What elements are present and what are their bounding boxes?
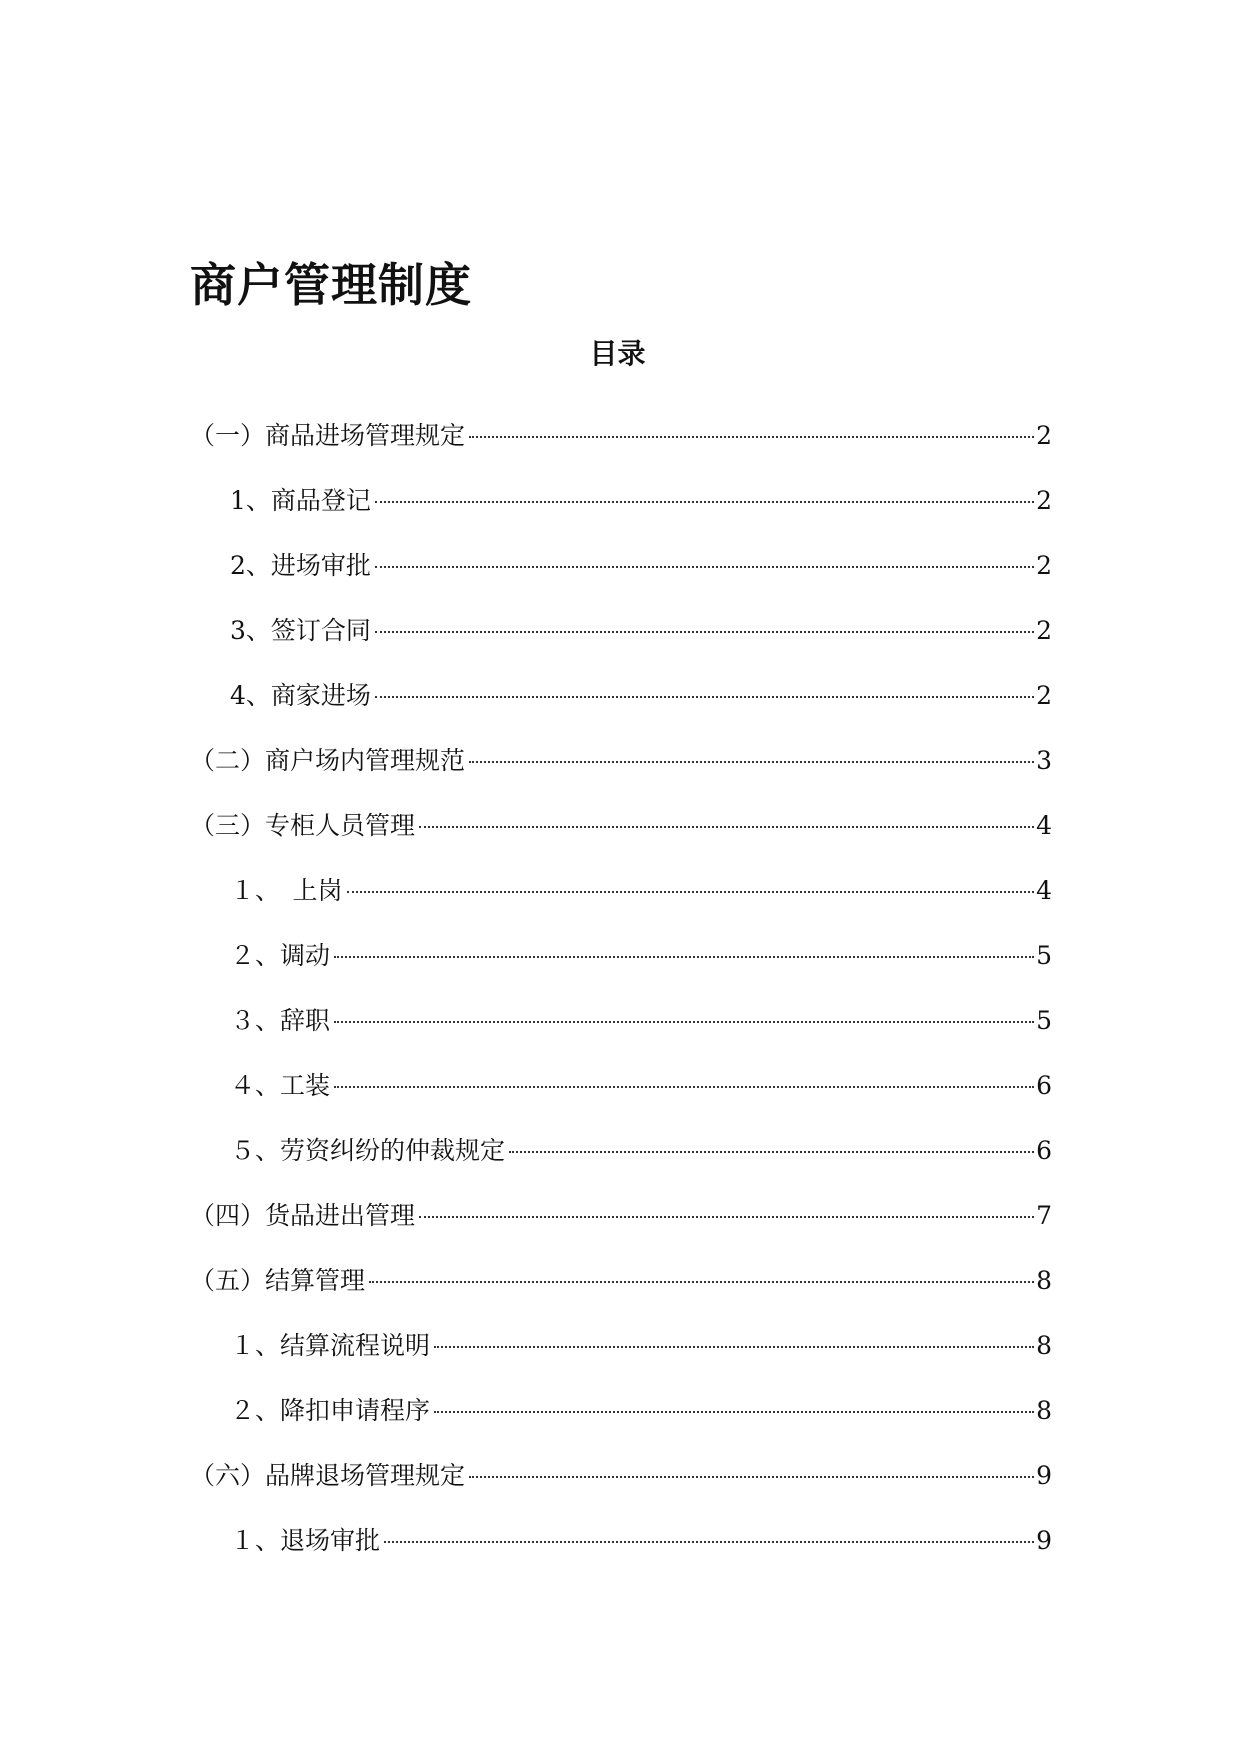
dot-leader (369, 1281, 1034, 1283)
toc-entry[interactable] (190, 1001, 1052, 1066)
toc-entry-label: （四）货品进出管理 (190, 1201, 416, 1230)
toc-entry-label: ２、降扣申请程序 (230, 1396, 431, 1425)
toc-entry-label: １、结算流程说明 (230, 1331, 431, 1360)
dot-leader (434, 1346, 1034, 1348)
toc-entry-label: ２、调动 (230, 941, 331, 970)
toc-entry-page: 8 (1036, 1266, 1052, 1295)
dot-leader (375, 566, 1034, 568)
toc-entry[interactable] (190, 806, 1052, 871)
toc-entry-page: 2 (1036, 486, 1052, 515)
toc-entry-label: ５、劳资纠纷的仲裁规定 (230, 1136, 506, 1165)
toc-entry-label: １、退场审批 (230, 1526, 381, 1555)
toc-entry-page: 5 (1036, 1006, 1052, 1035)
toc-heading-text: 目录 (589, 337, 646, 370)
toc-entry[interactable] (190, 611, 1052, 676)
toc-entry[interactable] (190, 741, 1052, 806)
toc-entry-page: 9 (1036, 1461, 1052, 1490)
toc-entry[interactable] (190, 1391, 1052, 1456)
dot-leader (334, 1021, 1034, 1023)
dot-leader (375, 696, 1034, 698)
toc-entry-page: 2 (1036, 421, 1052, 450)
table-of-contents (190, 416, 1052, 1586)
toc-entry-label: 2、进场审批 (230, 551, 371, 580)
toc-entry-page: 9 (1036, 1526, 1052, 1555)
toc-entry[interactable] (190, 1196, 1052, 1261)
toc-entry[interactable] (190, 481, 1052, 546)
toc-entry-label: １、 上岗 (230, 876, 343, 905)
toc-entry[interactable] (190, 1131, 1052, 1196)
toc-entry[interactable] (190, 676, 1052, 741)
toc-entry-label: （三）专柜人员管理 (190, 811, 416, 840)
toc-entry[interactable] (190, 1066, 1052, 1131)
toc-entry-label: 1、商品登记 (230, 486, 371, 515)
toc-entry-page: 4 (1036, 876, 1052, 905)
toc-entry-page: 2 (1036, 616, 1052, 645)
toc-entry-label: （二）商户场内管理规范 (190, 746, 466, 775)
document-title: 商户管理制度 (190, 258, 472, 312)
dot-leader (469, 1476, 1034, 1478)
dot-leader (347, 891, 1035, 893)
toc-entry[interactable] (190, 1456, 1052, 1521)
toc-entry-page: 4 (1036, 811, 1052, 840)
toc-entry-label: （一）商品进场管理规定 (190, 421, 466, 450)
dot-leader (419, 826, 1034, 828)
dot-leader (419, 1216, 1034, 1218)
dot-leader (434, 1411, 1034, 1413)
dot-leader (375, 631, 1034, 633)
toc-entry-page: 8 (1036, 1331, 1052, 1360)
toc-entry[interactable] (190, 936, 1052, 1001)
toc-entry-label: ３、辞职 (230, 1006, 331, 1035)
toc-entry-page: 6 (1036, 1136, 1052, 1165)
dot-leader (509, 1151, 1034, 1153)
toc-entry[interactable] (190, 1326, 1052, 1391)
toc-entry-label: 4、商家进场 (230, 681, 371, 710)
toc-entry-label: 3、签订合同 (230, 616, 371, 645)
dot-leader (384, 1541, 1034, 1543)
toc-entry-page: 3 (1036, 746, 1052, 775)
toc-entry[interactable] (190, 1521, 1052, 1586)
toc-entry-label: （六）品牌退场管理规定 (190, 1461, 466, 1490)
toc-entry-page: 2 (1036, 551, 1052, 580)
dot-leader (375, 501, 1034, 503)
toc-entry-page: 7 (1036, 1201, 1052, 1230)
toc-heading (0, 337, 1241, 370)
dot-leader (334, 956, 1034, 958)
toc-entry[interactable] (190, 871, 1052, 936)
toc-entry-page: 2 (1036, 681, 1052, 710)
toc-entry-page: 8 (1036, 1396, 1052, 1425)
toc-entry-page: 6 (1036, 1071, 1052, 1100)
toc-entry-page: 5 (1036, 941, 1052, 970)
toc-entry[interactable] (190, 546, 1052, 611)
dot-leader (334, 1086, 1034, 1088)
toc-entry-label: （五）结算管理 (190, 1266, 366, 1295)
toc-entry-label: ４、工装 (230, 1071, 331, 1100)
toc-entry[interactable] (190, 416, 1052, 481)
dot-leader (469, 436, 1034, 438)
toc-entry[interactable] (190, 1261, 1052, 1326)
dot-leader (469, 761, 1034, 763)
